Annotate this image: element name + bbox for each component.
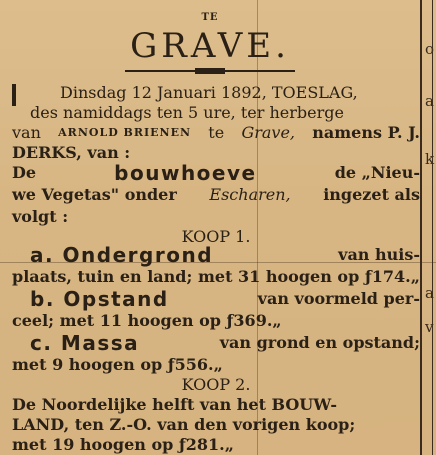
koop1-a-line1 <box>12 243 420 267</box>
koop1-heading: KOOP 1. <box>181 227 251 246</box>
koop1-a-line2: plaats, tuin en land; met 31 hoogen op ƒ174.„ <box>12 267 420 286</box>
p1-line5-rest: de „Nieu- <box>334 163 420 182</box>
p1-line6 <box>12 186 420 204</box>
edge-letter: a <box>425 92 434 110</box>
page-title: GRAVE. <box>130 26 290 66</box>
p1-line5 <box>12 161 420 185</box>
p1-line5-de: De <box>12 163 37 182</box>
p1-line3-name: ARNOLD BRIENEN <box>58 126 192 139</box>
koop2-line1: De Noordelijke helft van het BOUW- <box>12 395 337 414</box>
header-te: TE <box>201 12 219 23</box>
koop1-b-line1 <box>12 287 420 311</box>
p1-line3-te: te <box>208 123 225 142</box>
p1-line7: volgt : <box>12 207 69 226</box>
koop1-b-label: b. Opstand <box>30 287 169 311</box>
koop1-c-label: c. Massa <box>30 331 140 355</box>
p1-line6-a: we Vegetas" onder <box>12 185 177 204</box>
p1-line3-van: van <box>12 123 41 142</box>
koop1-c-rest: van grond en opstand; <box>219 333 420 352</box>
koop1-a-label: a. Ondergrond <box>30 243 214 267</box>
p1-line3-namens: namens P. J. <box>312 123 420 142</box>
p1-line2: des namiddags ten 5 ure, ter herberge <box>30 103 344 122</box>
p1-line3-place: Grave, <box>241 123 295 142</box>
drop-initial-mark <box>12 84 16 106</box>
koop2-line2: LAND, ten Z.-O. van den vorigen koop; <box>12 415 356 434</box>
edge-letter: v <box>425 318 434 336</box>
koop1-b-line2: ceel; met 11 hoogen op ƒ369.„ <box>12 311 282 330</box>
koop1-b-rest: van voormeld per- <box>257 289 420 308</box>
koop1-a-rest: van huis- <box>338 245 420 264</box>
koop2-line3: met 19 hoogen op ƒ281.„ <box>12 435 234 454</box>
p1-line6-c: ingezet als <box>323 185 420 204</box>
edge-letter: o <box>425 40 435 58</box>
koop2-heading: KOOP 2. <box>181 375 251 394</box>
p1-line1: Dinsdag 12 Januari 1892, TOESLAG, <box>60 83 358 102</box>
column-rule <box>420 0 422 455</box>
edge-letter: k <box>425 150 435 168</box>
koop1-c-line1 <box>12 331 420 355</box>
p1-line6-place: Escharen, <box>209 185 291 204</box>
column-rule-outer <box>432 0 433 455</box>
p1-line3 <box>12 124 420 142</box>
p1-line4: DERKS, van : <box>12 143 131 162</box>
koop1-c-line2: met 9 hoogen op ƒ556.„ <box>12 355 223 374</box>
edge-letter: a <box>425 284 434 302</box>
title-rule-ornament <box>195 68 225 74</box>
p1-line5-bouwhoeve: bouwhoeve <box>114 161 257 185</box>
